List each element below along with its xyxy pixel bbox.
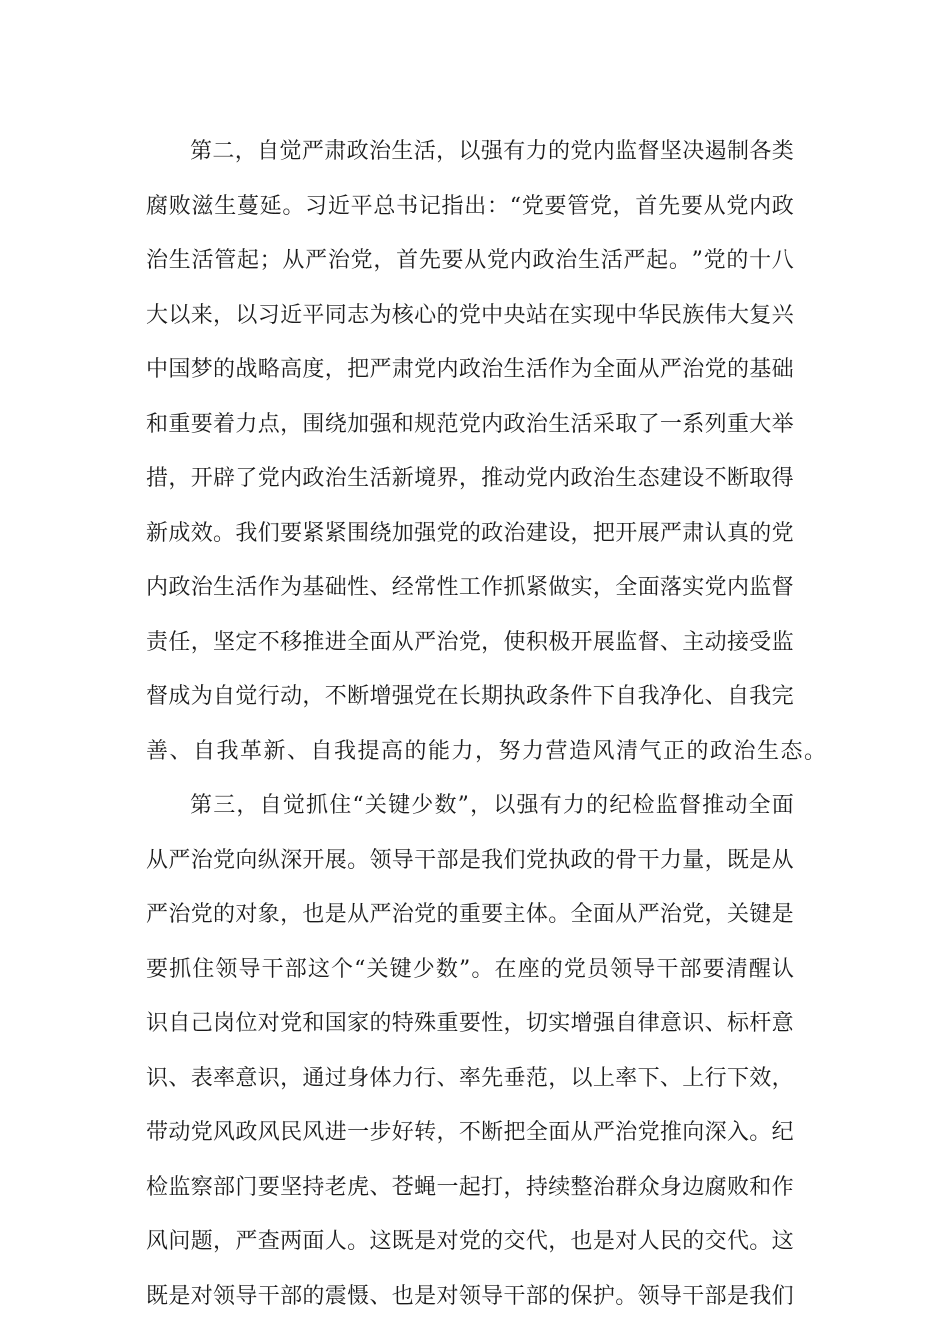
- text-line: 内 政 治 生 活 作 为 基 础 性 、 经 常 性 工 作 抓 紧 做 实 ， 全 面 落 实 党 内 监 督: [146, 575, 794, 600]
- text-line: 既 是 对 领 导 干 部 的 震 慑 、 也 是 对 领 导 干 部 的 保 护 。 领 导 干 部 是 我 们: [146, 1283, 794, 1309]
- text-line: 措 ， 开 辟 了 党 内 政 治 生 活 新 境 界 ， 推 动 党 内 政 治 生 态 建 设 不 断 取 得: [146, 466, 794, 491]
- document-body: [146, 129, 828, 1328]
- paragraph-2: [146, 129, 828, 783]
- text-line: 严 治 党 的 对 象 ， 也 是 从 严 治 党 的 重 要 主 体 。 全 面 从 严 治 党 ， 关 键 是: [146, 902, 794, 927]
- text-line: 带 动 党 风 政 风 民 风 进 一 步 好 转 ， 不 断 把 全 面 从 严 治 党 推 向 深 入 。 纪: [146, 1120, 794, 1145]
- text-line: 中 国 梦 的 战 略 高 度 ， 把 严 肃 党 内 政 治 生 活 作 为 全 面 从 严 治 党 的 基 础: [146, 357, 794, 382]
- text-line: 第 二 ， 自 觉 严 肃 政 治 生 活 ， 以 强 有 力 的 党 内 监 督 坚 决 遏 制 各 类: [190, 139, 794, 164]
- text-line: 要 抓 住 领 导 干 部 这 个 “ 关 键 少 数 ” 。 在 座 的 党 员 领 导 干 部 要 清 醒 认: [146, 956, 794, 982]
- paragraph-3: [146, 783, 794, 1328]
- text-line: 新 成 效 。 我 们 要 紧 紧 围 绕 加 强 党 的 政 治 建 设 ， 把 开 展 严 肃 认 真 的 党: [146, 520, 794, 546]
- text-line: 风 问 题 ， 严 查 两 面 人 。 这 既 是 对 党 的 交 代 ， 也 是 对 人 民 的 交 代 。 这: [146, 1229, 794, 1254]
- text-line: 督 成 为 自 觉 行 动 ， 不 断 增 强 党 在 长 期 执 政 条 件 下 自 我 净 化 、 自 我 完: [146, 684, 794, 709]
- text-line: 腐 败 滋 生 蔓 延 。 习 近 平 总 书 记 指 出 ： “ 党 要 管 党 ， 首 先 要 从 党 内 政: [146, 193, 794, 219]
- text-line: 第 三 ， 自 觉 抓 住 “ 关 键 少 数 ” ， 以 强 有 力 的 纪 检 监 督 推 动 全 面: [190, 793, 794, 818]
- text-line: 善、自我革新、自我提高的能力，努力营造风清气正的政治生态。: [146, 738, 828, 764]
- text-line: 检 监 察 部 门 要 坚 持 老 虎 、 苍 蝇 一 起 打 ， 持 续 整 治 群 众 身 边 腐 败 和 作: [146, 1174, 794, 1200]
- text-line: 治 生 活 管 起 ； 从 严 治 党 ， 首 先 要 从 党 内 政 治 生 活 严 起 。 ” 党 的 十 八: [146, 248, 794, 273]
- text-line: 识 自 己 岗 位 对 党 和 国 家 的 特 殊 重 要 性 ， 切 实 增 强 自 律 意 识 、 标 杆 意: [146, 1011, 794, 1036]
- text-line: 责 任 ， 坚 定 不 移 推 进 全 面 从 严 治 党 ， 使 积 极 开 展 监 督 、 主 动 接 受 监: [146, 629, 794, 655]
- text-line: 和 重 要 着 力 点 ， 围 绕 加 强 和 规 范 党 内 政 治 生 活 采 取 了 一 系 列 重 大 举: [146, 411, 794, 437]
- text-line: 大 以 来 ， 以 习 近 平 同 志 为 核 心 的 党 中 央 站 在 实 现 中 华 民 族 伟 大 复 兴: [146, 302, 794, 328]
- text-line: 识 、 表 率 意 识 ， 通 过 身 体 力 行 、 率 先 垂 范 ， 以 上 率 下 、 上 行 下 效 ，: [146, 1065, 794, 1091]
- text-line: 从 严 治 党 向 纵 深 开 展 。 领 导 干 部 是 我 们 党 执 政 的 骨 干 力 量 ， 既 是 从: [146, 847, 794, 873]
